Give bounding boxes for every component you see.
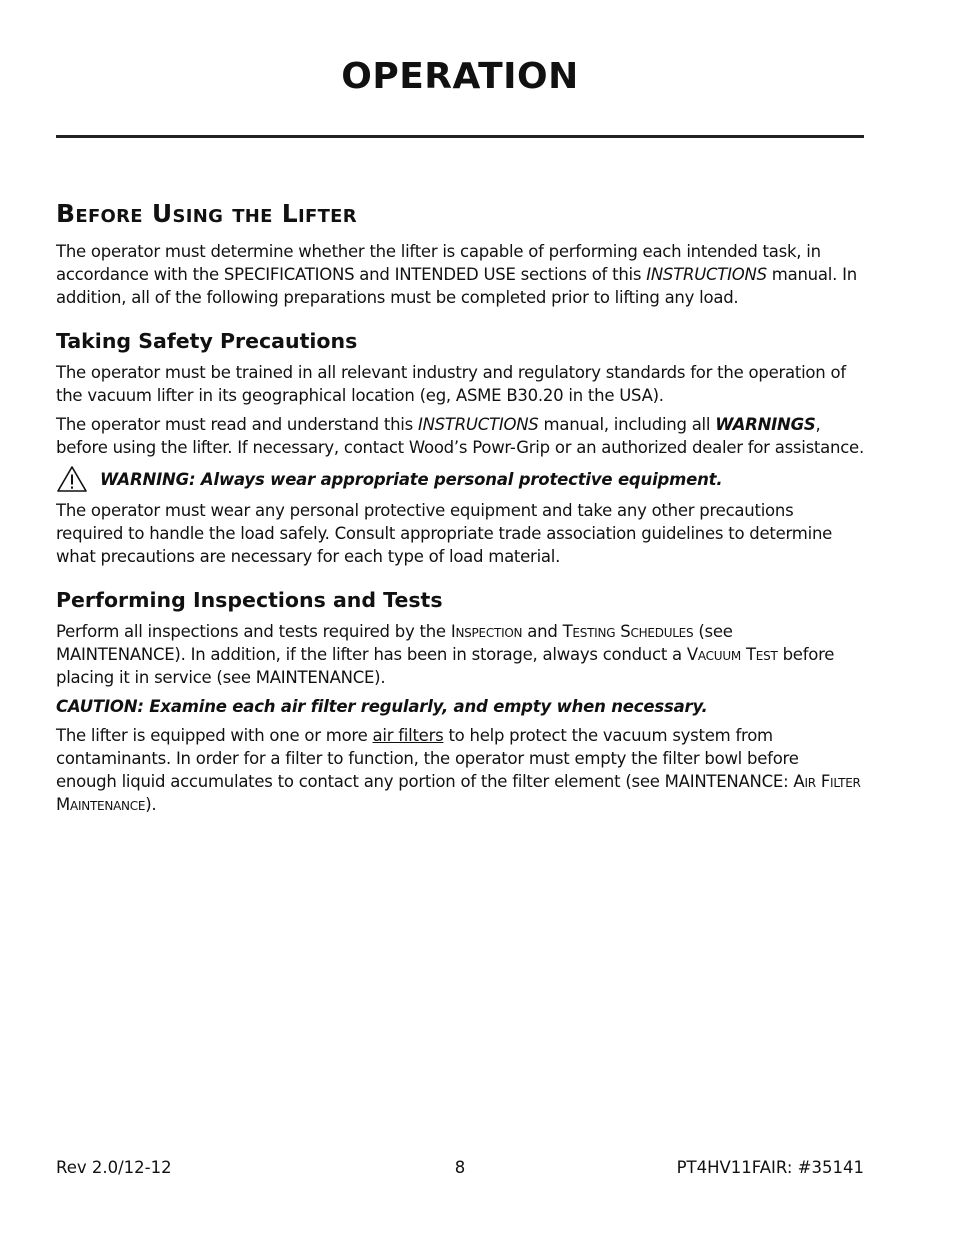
instructions-emphasis: INSTRUCTIONS [417,415,539,434]
air-filter-maintenance-ref: Air Filter Maintenance [56,772,861,814]
warning-triangle-icon [56,465,88,493]
inspection-ref: Inspection [450,622,523,641]
testing-schedules-ref: Testing Schedules [562,622,694,641]
air-filters-link[interactable]: air filters [372,726,444,745]
inspections-paragraph: Perform all inspections and tests required by the Inspection and Testing Schedules (see MAINTENANCE). In addition, if the lifter has been in storage, always conduct a Vacuum Test before placing it in service (see MAINTENANCE). [56,622,835,687]
revision-label: Rev 2.0/12-12 [56,1158,172,1177]
page-content [56,192,864,822]
warning-text: WARNING: Always wear appropriate personal protective equipment. [100,469,723,489]
intro-paragraph: The operator must determine whether the lifter is capable of performing each intended task, in accordance with the SPECIFICATIONS and INTENDED USE sections of this INSTRUCTIONS manual. In addition, all of the following preparations must be completed prior to lifting any load. [56,242,857,307]
instructions-emphasis: INSTRUCTIONS [646,265,767,284]
safety-heading: Taking Safety Precautions [56,329,358,353]
section-heading: Before Using the Lifter [56,199,357,228]
read-instructions-paragraph: The operator must read and understand this INSTRUCTIONS manual, including all WARNINGS, before using the lifter. If necessary, contact Wood’s Powr-Grip or an authorized dealer for assistance. [56,415,864,457]
air-filter-caution: CAUTION: Examine each air filter regularly, and empty when necessary. [56,697,708,716]
inspections-heading: Performing Inspections and Tests [56,588,443,612]
ppe-warning [56,465,864,493]
warnings-emphasis: WARNINGS [715,415,816,434]
ppe-paragraph: The operator must wear any personal protective equipment and take any other precautions required to handle the load safely. Consult appropriate trade association guidelines to determine what precautions are necessary for each type of load material. [56,501,833,566]
training-paragraph: The operator must be trained in all relevant industry and regulatory standards for the operation of the vacuum lifter in its geographical location (eg, ASME B30.20 in the USA). [56,363,846,405]
page-footer [56,1156,864,1180]
air-filter-paragraph: The lifter is equipped with one or more air filters to help protect the vacuum system from contaminants. In order for a filter to function, the operator must empty the filter bowl before enough liquid accumulates to contact any portion of the filter element (see MAINTENANCE: Air Filter Maintenance). [56,726,861,814]
page-number: 8 [454,1158,466,1177]
document-id: PT4HV11FAIR: #35141 [676,1158,864,1177]
vacuum-test-ref: Vacuum Test [686,645,778,664]
title-divider [56,135,864,138]
page-title: OPERATION [341,56,579,97]
